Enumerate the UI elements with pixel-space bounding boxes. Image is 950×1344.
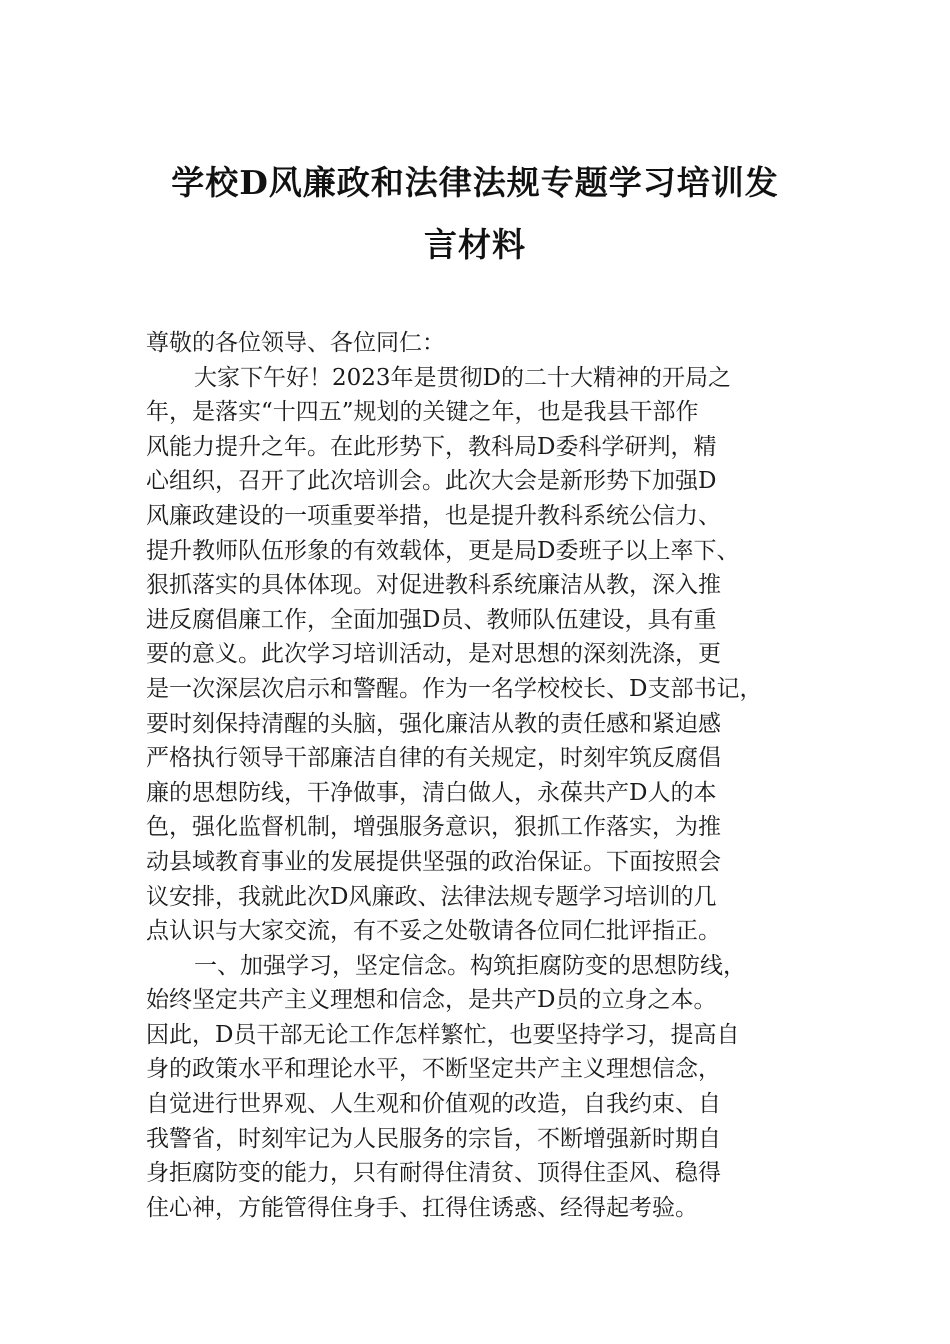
paragraph-line: 动县域教育事业的发展提供坚强的政治保证。下面按照会	[146, 848, 721, 875]
paragraph-line: 年，是落实“十四五”规划的关键之年，也是我县干部作	[146, 399, 699, 426]
paragraph-line: 因此，D员干部无论工作怎样繁忙，也要坚持学习，提高自	[146, 1021, 740, 1048]
salutation: 尊敬的各位领导、各位同仁：	[146, 330, 445, 356]
paragraph-line: 廉的思想防线，干净做事，清白做人，永葆共产D人的本	[146, 779, 717, 806]
paragraph-line: 提升教师队伍形象的有效载体，更是局D委班子以上率下、	[146, 537, 740, 564]
paragraph-line: 狠抓落实的具体体现。对促进教科系统廉洁从教，深入推	[146, 572, 721, 599]
paragraph-line: 是一次深层次启示和警醒。作为一名学校校长、D支部书记，	[146, 675, 763, 702]
paragraph-line: 大家下午好！2023年是贯彻D的二十大精神的开局之	[194, 364, 731, 391]
paragraph-line: 一、加强学习，坚定信念。构筑拒腐防变的思想防线，	[194, 952, 746, 979]
paragraph-2	[146, 949, 806, 1226]
paragraph-line: 点认识与大家交流，有不妥之处敬请各位同仁批评指正。	[146, 918, 721, 945]
paragraph-line: 严格执行领导干部廉洁自律的有关规定，时刻牢筑反腐倡	[146, 745, 721, 772]
paragraph-line: 身的政策水平和理论水平，不断坚定共产主义理想信念，	[146, 1056, 721, 1083]
title-line-1: 学校D风廉政和法律法规专题学习培训发	[171, 163, 779, 202]
paragraph-line: 心组织，召开了此次培训会。此次大会是新形势下加强D	[146, 468, 717, 495]
document-title	[140, 152, 810, 276]
title-line-2: 言材料	[424, 225, 526, 264]
paragraph-line: 要的意义。此次学习培训活动，是对思想的深刻洗涤，更	[146, 641, 721, 668]
document-body	[146, 326, 806, 1225]
paragraph-line: 风能力提升之年。在此形势下，教科局D委科学研判，精	[146, 433, 717, 460]
paragraph-line: 议安排，我就此次D风廉政、法律法规专题学习培训的几	[146, 883, 717, 910]
paragraph-1	[146, 361, 806, 949]
paragraph-line: 自觉进行世界观、人生观和价值观的改造，自我约束、自	[146, 1091, 721, 1118]
paragraph-line: 要时刻保持清醒的头脑，强化廉洁从教的责任感和紧迫感	[146, 710, 721, 737]
paragraph-line: 身拒腐防变的能力，只有耐得住清贫、顶得住歪风、稳得	[146, 1160, 721, 1187]
paragraph-line: 进反腐倡廉工作，全面加强D员、教师队伍建设，具有重	[146, 606, 717, 633]
paragraph-line: 色，强化监督机制，增强服务意识，狠抓工作落实，为推	[146, 814, 721, 841]
paragraph-line: 我警省，时刻牢记为人民服务的宗旨，不断增强新时期自	[146, 1125, 721, 1152]
paragraph-line: 始终坚定共产主义理想和信念，是共产D员的立身之本。	[146, 987, 717, 1014]
paragraph-line: 风廉政建设的一项重要举措，也是提升教科系统公信力、	[146, 502, 721, 529]
paragraph-line: 住心神，方能管得住身手、扛得住诱惑、经得起考验。	[146, 1194, 698, 1221]
